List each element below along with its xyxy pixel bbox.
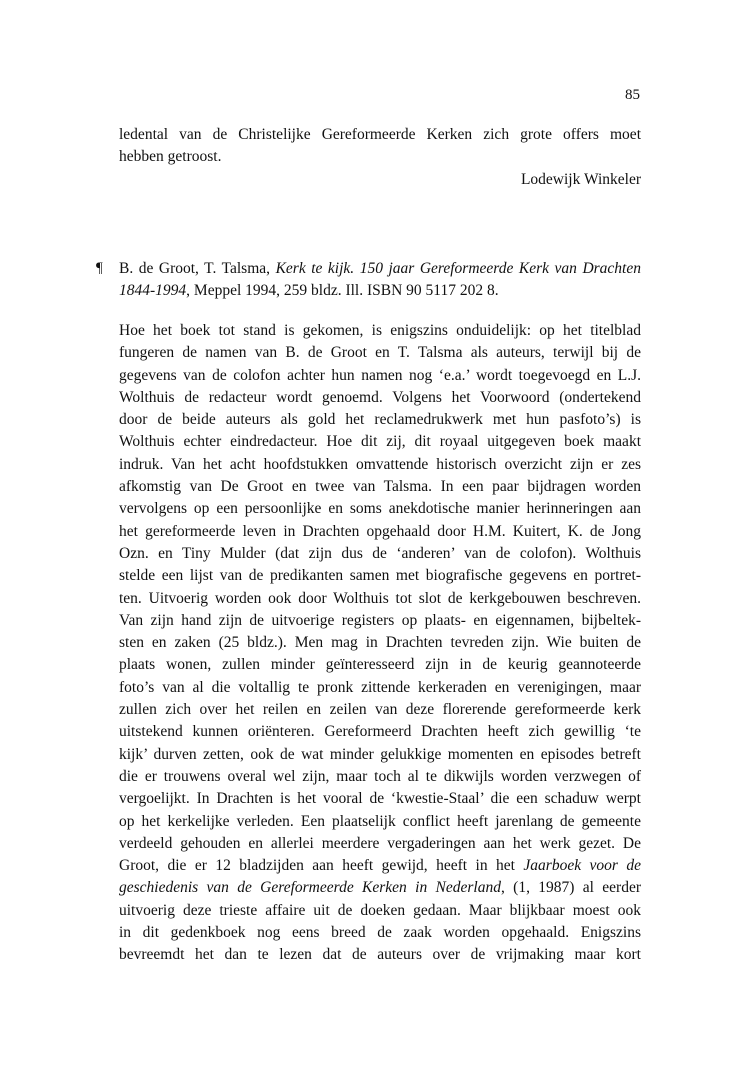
publication-details: , Meppel 1994, 259 bldz. Ill. ISBN 90 5117 202 8. <box>186 282 499 300</box>
journal-title: Jaarboek voor de <box>523 857 641 875</box>
intro-paragraph <box>119 124 641 169</box>
text-line: Wolthuis echter eindredacteur. Hoe dit zij, dit royaal uitgegeven boek maakt <box>119 433 641 451</box>
text-line: vervolgens op een persoonlijke en soms anekdotische manier herinneringen aan <box>119 500 641 518</box>
text-line: op het kerkelijke verleden. Een plaatselijk conflict heeft jarenlang de gemeente <box>119 812 641 830</box>
text-line: plaats wonen, zullen minder geïnteresseerd zijn in de keurig geannoteerde <box>119 656 641 674</box>
text-line <box>119 877 641 899</box>
authors: B. de Groot, T. Talsma, <box>119 260 276 277</box>
text-line: kijk’ durven zetten, ook de wat minder gelukkige momenten en episodes betreft <box>119 745 641 763</box>
book-title: Kerk te kijk. 150 jaar Gereformeerde Kerk van Drachten <box>275 260 641 277</box>
text-line: uitstekend kunnen oriënteren. Gereformeerd Drachten heeft zich gewillig ‘te <box>119 723 641 741</box>
text-line <box>119 855 641 877</box>
text-line: afkomstig van De Groot en twee van Talsma. In een paar bijdragen worden <box>119 478 641 496</box>
text-segment: , (1, 1987) al eerder <box>500 879 641 897</box>
text-line: Ozn. en Tiny Mulder (dat zijn dus de ‘anderen’ van de colofon). Wolthuis <box>119 544 641 562</box>
text-line: hebben getroost. <box>119 148 222 166</box>
page-number: 85 <box>625 87 640 103</box>
review-body <box>119 320 641 967</box>
text-line: uitvoerig deze trieste affaire uit de doeken gedaan. Maar blijkbaar moest ook <box>119 901 641 919</box>
bibliographic-entry <box>119 258 641 303</box>
text-line <box>119 258 641 280</box>
text-line <box>119 280 641 302</box>
text-line: die er trouwens overal wel zijn, maar toch al te dikwijls worden verzwegen of <box>119 767 641 785</box>
text-line: Hoe het boek tot stand is gekomen, is enigszins onduidelijk: op het titelblad <box>119 322 641 339</box>
text-segment: Groot, die er 12 bladzijden aan heeft gewijd, heeft in het <box>119 857 524 875</box>
text-line: verdeeld gehouden en allerlei meerdere vergaderingen aan het werk gezet. De <box>119 834 641 852</box>
text-line: in dit gedenkboek nog eens breed de zaak worden opgehaald. Enigszins <box>119 924 641 942</box>
text-line: het gereformeerde leven in Drachten opgehaald door H.M. Kuitert, K. de Jong <box>119 522 641 540</box>
pilcrow-icon: ¶ <box>96 260 103 276</box>
text-line: foto’s van al die voltallig te pronk zittende kerkeraden en verenigingen, maar <box>119 678 641 696</box>
journal-title: geschiedenis van de Gereformeerde Kerken in Nederland <box>119 879 501 897</box>
text-line: vergoelijkt. In Drachten is het vooral de ‘kwestie-Staal’ die een schaduw werpt <box>119 790 641 808</box>
text-line: zullen zich over het reilen en zeilen van deze florerende gereformeerde kerk <box>119 701 641 719</box>
text-line: fungeren de namen van B. de Groot en T. Talsma als auteurs, terwijl bij de <box>119 344 641 362</box>
book-title-years: 1844-1994 <box>119 282 187 300</box>
author-signature: Lodewijk Winkeler <box>520 171 641 188</box>
text-line: bevreemdt het dan te lezen dat de auteurs over de vrijmaking maar kort <box>119 946 641 964</box>
text-line: ten. Uitvoerig worden ook door Wolthuis tot slot de kerkgebouwen beschreven. <box>119 589 641 607</box>
text-line: Wolthuis de redacteur wordt genoemd. Volgens het Voorwoord (ondertekend <box>119 388 641 406</box>
text-line: indruk. Van het acht hoofdstukken omvattende historisch overzicht zijn er zes <box>119 455 641 473</box>
text-line: ledental van de Christelijke Gereformeerde Kerken zich grote offers moet <box>119 126 641 143</box>
text-line: sten en zaken (25 bldz.). Men mag in Drachten tevreden zijn. Wie buiten de <box>119 634 641 652</box>
text-line: stelde een lijst van de predikanten samen met biografische gegevens en portret- <box>119 567 641 585</box>
text-line: gegevens van de colofon achter hun namen nog ‘e.a.’ wordt toegevoegd en L.J. <box>119 366 641 384</box>
text-line: Van zijn hand zijn de uitvoerige registers op plaats- en eigennamen, bijbeltek- <box>119 611 641 629</box>
text-line: door de beide auteurs als gold het reclamedrukwerk met hun pasfoto’s) is <box>119 411 641 429</box>
